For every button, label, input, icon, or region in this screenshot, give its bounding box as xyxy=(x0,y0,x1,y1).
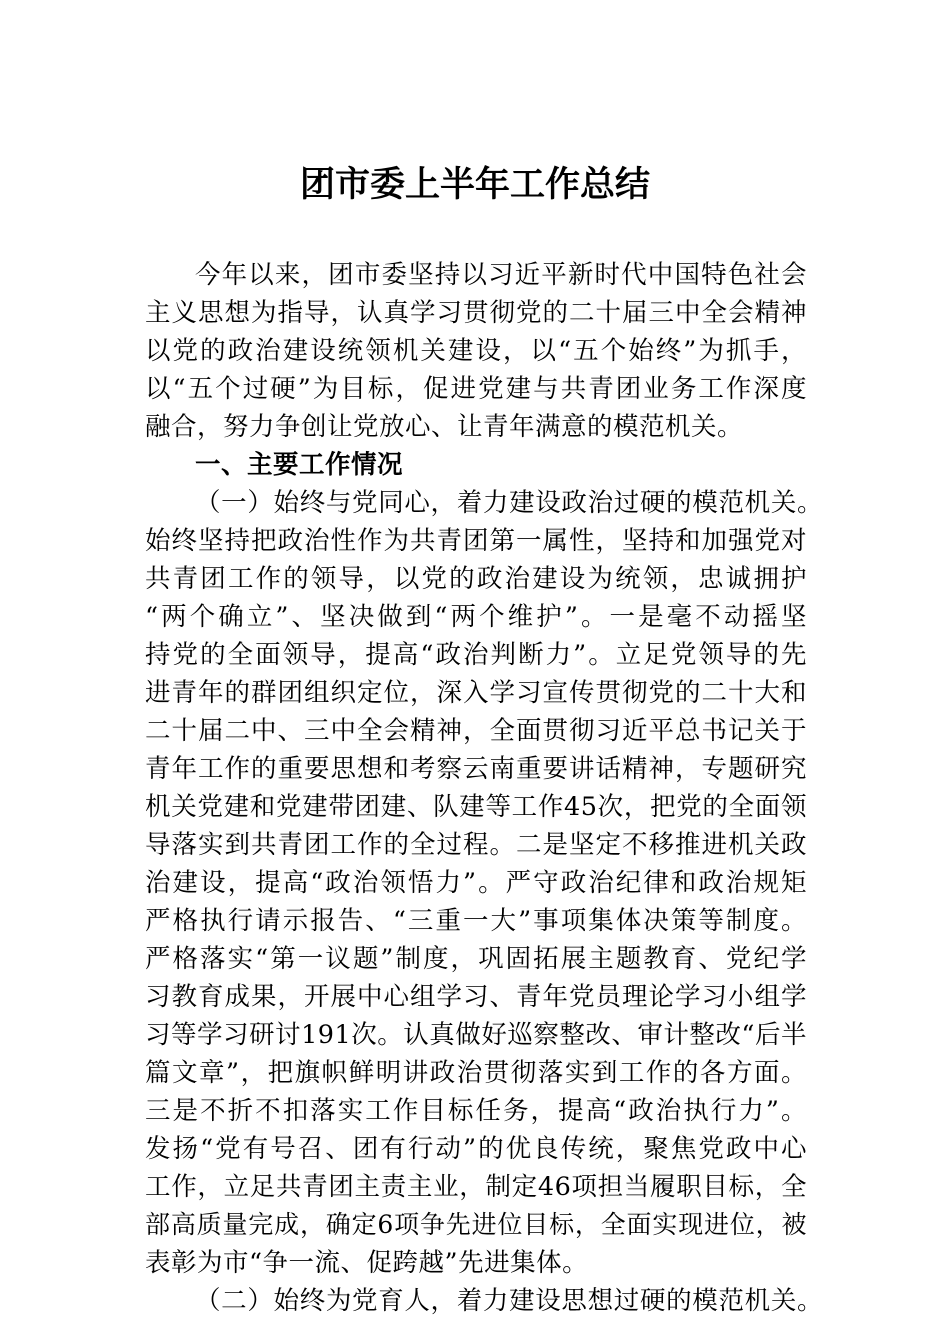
paragraph-line: 机关党建和党建带团建、队建等工作45次，把党的全面领 xyxy=(145,792,807,822)
paragraph-line: 部高质量完成，确定6项争先进位目标，全面实现进位，被 xyxy=(145,1210,807,1239)
paragraph-line: 融合，努力争创让党放心、让青年满意的模范机关。 xyxy=(145,412,744,442)
paragraph-line: 二十届二中、三中全会精神，全面贯彻习近平总书记关于 xyxy=(145,716,807,746)
paragraph-line: 严格执行请示报告、“三重一大”事项集体决策等制度。 xyxy=(145,906,807,936)
paragraph-line: 导落实到共青团工作的全过程。二是坚定不移推进机关政 xyxy=(145,830,807,860)
paragraph-line: 青年工作的重要思想和考察云南重要讲话精神，专题研究 xyxy=(145,754,807,784)
paragraph-line: 以党的政治建设统领机关建设，以“五个始终”为抓手， xyxy=(145,336,807,366)
section-heading: 一、主要工作情况 xyxy=(195,450,404,480)
paragraph-line: 习教育成果，开展中心组学习、青年党员理论学习小组学 xyxy=(145,982,807,1012)
paragraph-line: 共青团工作的领导，以党的政治建设为统领，忠诚拥护 xyxy=(145,564,807,594)
paragraph-line: 发扬“党有号召、团有行动”的优良传统，聚焦党政中心 xyxy=(145,1134,807,1164)
paragraph-line: 篇文章”，把旗帜鲜明讲政治贯彻落实到工作的各方面。 xyxy=(145,1058,807,1088)
paragraph-line: 表彰为市“争一流、促跨越”先进集体。 xyxy=(145,1248,589,1278)
paragraph-line: “两个确立”、坚决做到“两个维护”。一是毫不动摇坚 xyxy=(145,602,807,632)
paragraph-line: 主义思想为指导，认真学习贯彻党的二十届三中全会精神 xyxy=(145,298,807,328)
paragraph-line: 今年以来，团市委坚持以习近平新时代中国特色社会 xyxy=(195,260,807,290)
paragraph-line: 工作，立足共青团主责主业，制定46项担当履职目标，全 xyxy=(145,1172,807,1202)
paragraph-line: 治建设，提高“政治领悟力”。严守政治纪律和政治规矩 xyxy=(145,868,807,898)
paragraph-line: 持党的全面领导，提高“政治判断力”。立足党领导的先 xyxy=(145,640,807,670)
paragraph-line: 习等学习研讨191次。认真做好巡察整改、审计整改“后半 xyxy=(145,1020,807,1050)
document-title: 团市委上半年工作总结 xyxy=(299,164,650,205)
paragraph-line: 以“五个过硬”为目标，促进党建与共青团业务工作深度 xyxy=(145,374,807,404)
paragraph-line: 始终坚持把政治性作为共青团第一属性，坚持和加强党对 xyxy=(145,526,807,556)
subsection-heading: （一）始终与党同心，着力建设政治过硬的模范机关。 xyxy=(195,488,823,518)
paragraph-line: 进青年的群团组织定位，深入学习宣传贯彻党的二十大和 xyxy=(145,678,807,708)
paragraph-line: 严格落实“第一议题”制度，巩固拓展主题教育、党纪学 xyxy=(145,944,807,974)
paragraph-line: 三是不折不扣落实工作目标任务，提高“政治执行力”。 xyxy=(145,1096,807,1126)
subsection-heading: （二）始终为党育人，着力建设思想过硬的模范机关。 xyxy=(195,1286,823,1316)
